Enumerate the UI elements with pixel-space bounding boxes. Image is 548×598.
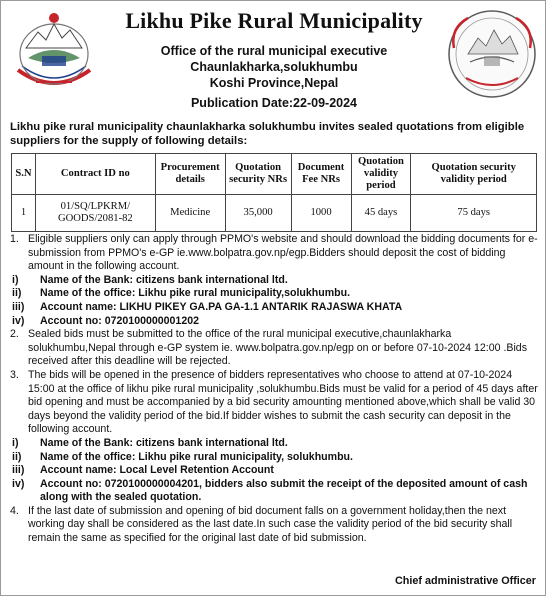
- sub-item: [8, 274, 540, 288]
- cell-contract-id: 01/SQ/LPKRM/ GOODS/2081-82: [35, 195, 155, 232]
- sub-item-number: ii): [12, 287, 22, 300]
- cell-fee: 1000: [291, 195, 351, 232]
- item-text: Sealed bids must be submitted to the office of the rural municipal executive,chaunlakharka solukhumbu,Nepal through e-GP system ie. www.bolpatra.gov.np/egp on or before 07-10-2024 12:00 .Bids received after this deadline will be rejected.: [28, 328, 527, 368]
- list-item: [8, 369, 540, 437]
- sub-item: [8, 451, 540, 465]
- sub-item: [8, 301, 540, 315]
- item-text: If the last date of submission and opening of bid document falls on a government holiday,then the next working day shall be considered as the last date.In such case the validity period of the bid security shall remain the same as specified for the original last date of bid submission.: [28, 504, 513, 545]
- item-number: 1.: [10, 233, 19, 245]
- cell-procurement: Medicine: [155, 195, 225, 232]
- list-item: [8, 328, 540, 369]
- sub-item: [8, 464, 540, 478]
- sub-item-number: ii): [12, 450, 22, 463]
- quotation-table: [11, 153, 537, 232]
- col-header-security: Quotation security NRs: [225, 154, 291, 195]
- col-header-sn: S.N: [12, 154, 36, 195]
- publication-date: Publication Date:22-09-2024: [190, 96, 358, 110]
- list-item: [8, 505, 540, 546]
- sub-item-number: iii): [12, 300, 25, 313]
- table-row: [12, 195, 537, 232]
- list-item: [8, 233, 540, 274]
- sub-item-number: iv): [12, 477, 25, 490]
- sub-item-text: Account no: 0720100000004201, bidders also submit the receipt of the deposited amount of cash along with the sealed quotation.: [40, 477, 528, 504]
- sub-item: [8, 478, 540, 505]
- signature-line: Chief administrative Officer: [395, 575, 536, 587]
- municipality-title: Likhu Pike Rural Municipality: [125, 8, 423, 33]
- intro-paragraph: Likhu pike rural municipality chaunlakharka solukhumbu invites sealed quotations from eligible suppliers for the supply of following details:: [10, 121, 525, 147]
- province-line: Koshi Province,Nepal: [209, 76, 339, 90]
- sub-item-number: i): [12, 436, 19, 449]
- location-line: Chaunlakharka,solukhumbu: [190, 60, 358, 74]
- col-header-procurement: Procurement details: [155, 154, 225, 195]
- sub-item: [8, 437, 540, 451]
- office-line: Office of the rural municipal executive: [160, 44, 388, 58]
- sub-item-text: Name of the office: Likhu pike rural municipality,solukhumbu.: [40, 287, 351, 300]
- table-header-row: [12, 154, 537, 195]
- item-text: Eligible suppliers only can apply through PPMO's website and should download the bidding documents for e-submission from PPMO's e-GP ie.www.bolpatra.gov.np/egp.Bidders should deposit the cost of bidding amount in the following account.: [28, 233, 538, 273]
- item-number: 3.: [10, 368, 19, 381]
- sub-item: [8, 287, 540, 301]
- sub-item: [8, 315, 540, 329]
- cell-security-validity: 75 days: [411, 195, 537, 232]
- sub-item-text: Account no: 0720100000001202: [40, 314, 199, 327]
- sub-item-text: Name of the Bank: citizens bank international ltd.: [40, 273, 288, 286]
- col-header-contract-id: Contract ID no: [35, 154, 155, 195]
- col-header-fee: Document Fee NRs: [291, 154, 351, 195]
- item-number: 2.: [10, 328, 19, 341]
- notice-body: [8, 233, 540, 546]
- cell-sn: 1: [12, 195, 36, 232]
- sub-item-text: Account name: LIKHU PIKEY GA.PA GA-1.1 ANTARIK RAJASWA KHATA: [40, 300, 403, 313]
- col-header-validity: Quotation validity period: [351, 154, 411, 195]
- sub-item-text: Account name: Local Level Retention Account: [40, 464, 274, 477]
- cell-security: 35,000: [225, 195, 291, 232]
- sub-item-number: iv): [12, 314, 25, 327]
- sub-item-number: iii): [12, 464, 25, 477]
- sub-item-text: Name of the office: Likhu pike rural municipality, solukhumbu.: [40, 450, 353, 463]
- item-text: The bids will be opened in the presence of bidders representatives who choose to attend at 07-10-2024 15:00 at the office of likhu pike rural municipality ,solukhumbu.Bids must be valid for a period of 45 days after bid opening and must be accompanied by a bid security amounting mentioned above,which shall be valid 30 days beyond the validity period of the bid.If bidder wishes to submit the cash security can deposit in the following account.: [28, 368, 538, 436]
- cell-validity: 45 days: [351, 195, 411, 232]
- sub-item-text: Name of the Bank: citizens bank international ltd.: [40, 436, 288, 449]
- sub-item-number: i): [12, 273, 19, 286]
- col-header-security-validity: Quotation security validity period: [411, 154, 537, 195]
- item-number: 4.: [10, 504, 19, 517]
